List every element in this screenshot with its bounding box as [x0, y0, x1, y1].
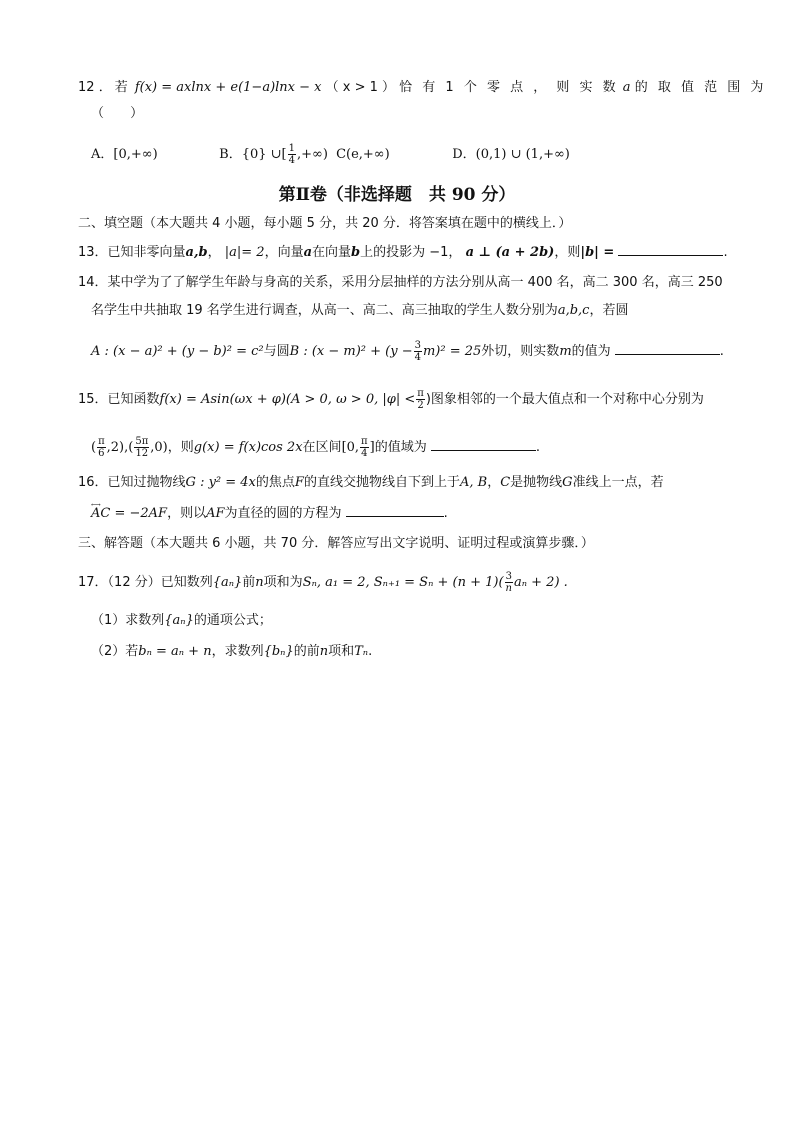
q12-option-c: C(e,+∞) [336, 147, 390, 162]
q14-line3: A : (x − a)² + (y − b)² = c²与圆B : (x − m)² + (y − $\frac{3}{4}$ m)² = 25外切，则实数m的值为 . [91, 340, 724, 363]
q12-number: 12 [78, 80, 95, 95]
q17-sub1: （1）求数列{aₙ}的通项公式； [91, 613, 272, 628]
q12-option-a: A．[0,+∞) [91, 147, 158, 162]
q17-line1: 17．（12 分）已知数列{aₙ}前n项和为Sₙ, a₁ = 2, Sₙ₊₁ = Sₙ + (n + 1)( $\frac{3}{n}$ aₙ + 2) . [78, 571, 568, 594]
part2-header: 二、填空题（本大题共 4 小题，每小题 5 分，共 20 分．将答案填在题中的横线上．） [78, 216, 572, 231]
q14-line1: 14．某中学为了了解学生年龄与身高的关系，采用分层抽样的方法分别从高一 400 名，高二 300 名，高三 250 [78, 275, 723, 290]
q12-intro: ．若 [98, 80, 131, 95]
q12-tail: 的 取 值 范 围 为 [634, 80, 767, 95]
q12-option-d: D．(0,1) ∪ (1,+∞) [452, 147, 570, 162]
q16-answer-blank[interactable] [346, 504, 444, 517]
q15-answer-blank[interactable] [431, 438, 536, 451]
q16-line2: ←→ AC = −2AF，则以AF为直径的圆的方程为 . [91, 504, 448, 523]
q12-option-b: B．{0} ∪[ $\frac{1}{4}$ ,+∞) [219, 143, 328, 166]
q12-answer-paren: （ ） [91, 106, 144, 121]
q15-line2: ( $\frac{\pi}{6}$ ,2),( $\frac{5\pi}{12}$ ,0)，则g(x) = f(x)cos 2x在区间[0, $\frac{\pi}{4}$ ]的值域为 . [91, 436, 540, 459]
q12-function: f(x) = axlnx + e(1−a)lnx − x [134, 80, 322, 95]
q12-line1 [78, 79, 766, 97]
q17-sub2: （2）若bₙ = aₙ + n，求数列{bₙ}的前n项和Tₙ. [91, 644, 373, 659]
q15-line1: 15．已知函数f(x) = Asin(ωx + φ)(A > 0, ω > 0, |φ| < $\frac{\pi}{2}$ )图象相邻的一个最大值点和一个对称中心分别为 [78, 388, 704, 411]
q12-var: a [622, 80, 631, 95]
q12-condition: （ x > 1 ） [325, 80, 396, 95]
q12-options [91, 143, 570, 166]
part3-header: 三、解答题（本大题共 6 小题，共 70 分．解答应写出文字说明、证明过程或演算步骤．） [78, 536, 594, 551]
q13: 13．已知非零向量a,b， |a|= 2，向量a在向量b上的投影为 −1， a ⊥ (a + 2b)，则|b| = . [78, 245, 728, 260]
q14-line2: 名学生中共抽取 19 名学生进行调查，从高一、高二、高三抽取的学生人数分别为a,b,c，若圆 [91, 303, 629, 318]
q13-answer-blank[interactable] [618, 243, 723, 256]
section-title: 第Ⅱ卷（非选择题 共 90 分） [278, 185, 516, 205]
q16-line1: 16．已知过抛物线G : y² = 4x的焦点F的直线交抛物线自下到上于A, B，C是抛物线G准线上一点，若 [78, 475, 664, 490]
q14-answer-blank[interactable] [615, 342, 720, 355]
q12-text: 恰 有 1 个 零 点 ， 则 实 数 [399, 80, 619, 95]
